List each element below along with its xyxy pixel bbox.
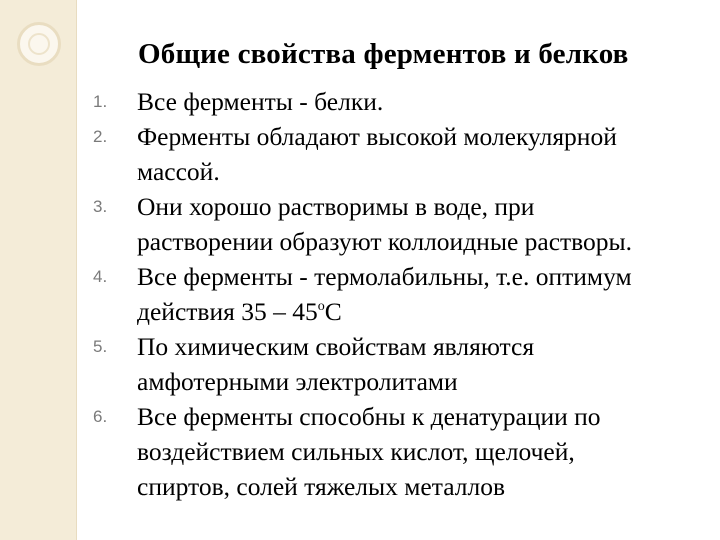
list-item-line: Ферменты обладают высокой молекулярной xyxy=(137,122,617,151)
list-number: 3. xyxy=(93,197,108,216)
list-item-text xyxy=(137,259,707,329)
degree-superscript: о xyxy=(317,299,325,314)
properties-list xyxy=(0,84,720,504)
list-item xyxy=(0,329,720,399)
decorative-inner-ring-icon xyxy=(28,33,50,55)
list-item-text xyxy=(137,84,707,119)
list-item-line: Они хорошо растворимы в воде, при xyxy=(137,192,535,221)
list-item-line: воздействием сильных кислот, щелочей, xyxy=(137,437,575,466)
list-number: 2. xyxy=(93,127,108,146)
list-item xyxy=(0,119,720,189)
list-item-line: растворении образуют коллоидные растворы. xyxy=(137,227,633,256)
temperature-range-text: действия 35 – 45 xyxy=(137,297,318,326)
list-item-line: массой. xyxy=(137,157,220,186)
slide-title: Общие свойства ферментов и белков xyxy=(138,38,629,70)
decorative-ring-icon xyxy=(17,22,61,66)
list-item xyxy=(0,84,720,119)
list-item-text xyxy=(137,329,707,399)
list-item-line: Все ферменты - белки. xyxy=(137,87,384,116)
list-item-line: По химическим свойствам являются xyxy=(137,332,535,361)
celsius-unit: С xyxy=(324,297,342,326)
list-item xyxy=(0,259,720,329)
list-number: 4. xyxy=(93,267,108,286)
list-item xyxy=(0,399,720,504)
list-item-text xyxy=(137,119,707,189)
list-item xyxy=(0,189,720,259)
list-number: 1. xyxy=(93,92,108,111)
list-item-line xyxy=(137,294,707,329)
list-item-line: спиртов, солей тяжелых металлов xyxy=(137,472,505,501)
list-item-text xyxy=(137,399,707,504)
list-item-text xyxy=(137,189,707,259)
list-number: 5. xyxy=(93,337,108,356)
list-item-line: Все ферменты - термолабильны, т.е. оптимум xyxy=(137,262,632,291)
list-number: 6. xyxy=(93,407,108,426)
list-item-line: Все ферменты способны к денатурации по xyxy=(137,402,601,431)
list-item-line: амфотерными электролитами xyxy=(137,367,458,396)
